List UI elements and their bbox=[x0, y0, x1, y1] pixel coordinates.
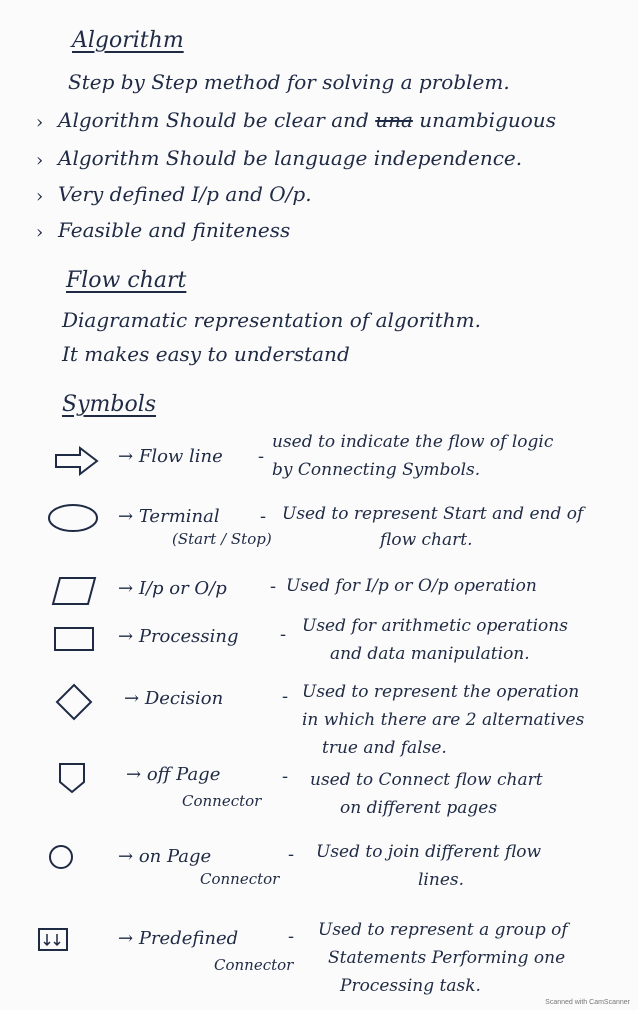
arrow-glyph: → bbox=[126, 764, 142, 785]
symbol-name bbox=[118, 928, 238, 949]
scanner-watermark: Scanned with CamScanner bbox=[545, 999, 630, 1006]
dash-glyph: - bbox=[260, 506, 267, 527]
symbol-desc: Used to represent the operation bbox=[302, 682, 580, 702]
symbol-sub: Connector bbox=[200, 870, 280, 888]
symbol-desc: true and false. bbox=[322, 738, 447, 758]
symbol-desc: Used to represent Start and end of bbox=[282, 504, 584, 524]
symbol-name-text: Flow line bbox=[138, 446, 223, 467]
algorithm-definition: Step by Step method for solving a problem. bbox=[68, 70, 510, 94]
algorithm-point: Feasible and finiteness bbox=[58, 218, 291, 242]
dash-glyph: - bbox=[288, 844, 295, 865]
symbol-name-text: I/p or O/p bbox=[138, 578, 227, 599]
symbol-name-text: Terminal bbox=[138, 506, 220, 527]
algorithm-point bbox=[58, 108, 556, 132]
dash-glyph: - bbox=[288, 926, 295, 947]
symbol-desc: flow chart. bbox=[380, 530, 473, 550]
symbol-sub: (Start / Stop) bbox=[172, 530, 272, 548]
symbol-desc: on different pages bbox=[340, 798, 498, 818]
arrow-glyph: → bbox=[118, 578, 134, 599]
arrow-glyph: → bbox=[118, 446, 134, 467]
symbols-heading: Symbols bbox=[62, 392, 157, 417]
symbol-desc: Used for I/p or O/p operation bbox=[286, 576, 537, 596]
symbol-name-text: Processing bbox=[138, 626, 239, 647]
io-parallelogram-icon bbox=[50, 574, 98, 608]
dash-glyph: - bbox=[280, 624, 287, 645]
symbol-name bbox=[118, 578, 227, 599]
arrow-glyph: → bbox=[124, 688, 140, 709]
predefined-process-icon bbox=[36, 926, 70, 954]
symbol-name bbox=[126, 764, 220, 785]
dash-glyph: - bbox=[258, 446, 265, 467]
bullet-glyph: › bbox=[36, 150, 44, 171]
terminal-oval-icon bbox=[46, 502, 100, 534]
point-text-cont: unambiguous bbox=[412, 108, 556, 132]
symbol-name bbox=[118, 446, 223, 467]
dash-glyph: - bbox=[282, 686, 289, 707]
symbol-desc: used to Connect flow chart bbox=[310, 770, 543, 790]
dash-glyph: - bbox=[282, 766, 289, 787]
flowchart-line: It makes easy to understand bbox=[62, 342, 350, 366]
symbol-name-text: on Page bbox=[138, 846, 212, 867]
symbol-sub: Connector bbox=[182, 792, 262, 810]
arrow-glyph: → bbox=[118, 846, 134, 867]
bullet-glyph: › bbox=[36, 112, 44, 133]
symbol-desc: and data manipulation. bbox=[330, 644, 530, 664]
symbol-desc: Processing task. bbox=[340, 976, 481, 996]
symbol-name bbox=[118, 506, 220, 527]
on-page-connector-icon bbox=[46, 842, 76, 872]
algorithm-heading: Algorithm bbox=[72, 28, 184, 53]
bullet-glyph: › bbox=[36, 186, 44, 207]
algorithm-point: Algorithm Should be language independence. bbox=[58, 146, 523, 170]
flow-line-arrow-icon bbox=[54, 446, 100, 476]
symbol-desc: lines. bbox=[418, 870, 465, 890]
symbol-desc: Used for arithmetic operations bbox=[302, 616, 568, 636]
symbol-desc: by Connecting Symbols. bbox=[272, 460, 481, 480]
symbol-name-text: Decision bbox=[144, 688, 224, 709]
flowchart-heading: Flow chart bbox=[66, 268, 187, 293]
symbol-sub: Connector bbox=[214, 956, 294, 974]
off-page-connector-icon bbox=[54, 760, 90, 796]
decision-diamond-icon bbox=[54, 682, 94, 722]
flowchart-line: Diagramatic representation of algorithm. bbox=[62, 308, 481, 332]
bullet-glyph: › bbox=[36, 222, 44, 243]
arrow-glyph: → bbox=[118, 626, 134, 647]
arrow-glyph: → bbox=[118, 506, 134, 527]
symbol-name bbox=[124, 688, 223, 709]
symbol-desc: Used to join different flow bbox=[316, 842, 542, 862]
symbol-desc: Statements Performing one bbox=[328, 948, 566, 968]
algorithm-point: Very defined I/p and O/p. bbox=[58, 182, 312, 206]
arrow-glyph: → bbox=[118, 928, 134, 949]
symbol-desc: used to indicate the flow of logic bbox=[272, 432, 554, 452]
symbol-name bbox=[118, 626, 238, 647]
struck-text: una bbox=[375, 108, 413, 132]
point-text: Algorithm Should be clear and bbox=[58, 108, 376, 132]
symbol-name bbox=[118, 846, 211, 867]
symbol-name-text: off Page bbox=[146, 764, 221, 785]
symbol-desc: in which there are 2 alternatives bbox=[302, 710, 585, 730]
dash-glyph: - bbox=[270, 576, 277, 597]
symbol-name-text: Predefined bbox=[138, 928, 239, 949]
symbol-desc: Used to represent a group of bbox=[318, 920, 568, 940]
processing-rectangle-icon bbox=[52, 624, 96, 654]
